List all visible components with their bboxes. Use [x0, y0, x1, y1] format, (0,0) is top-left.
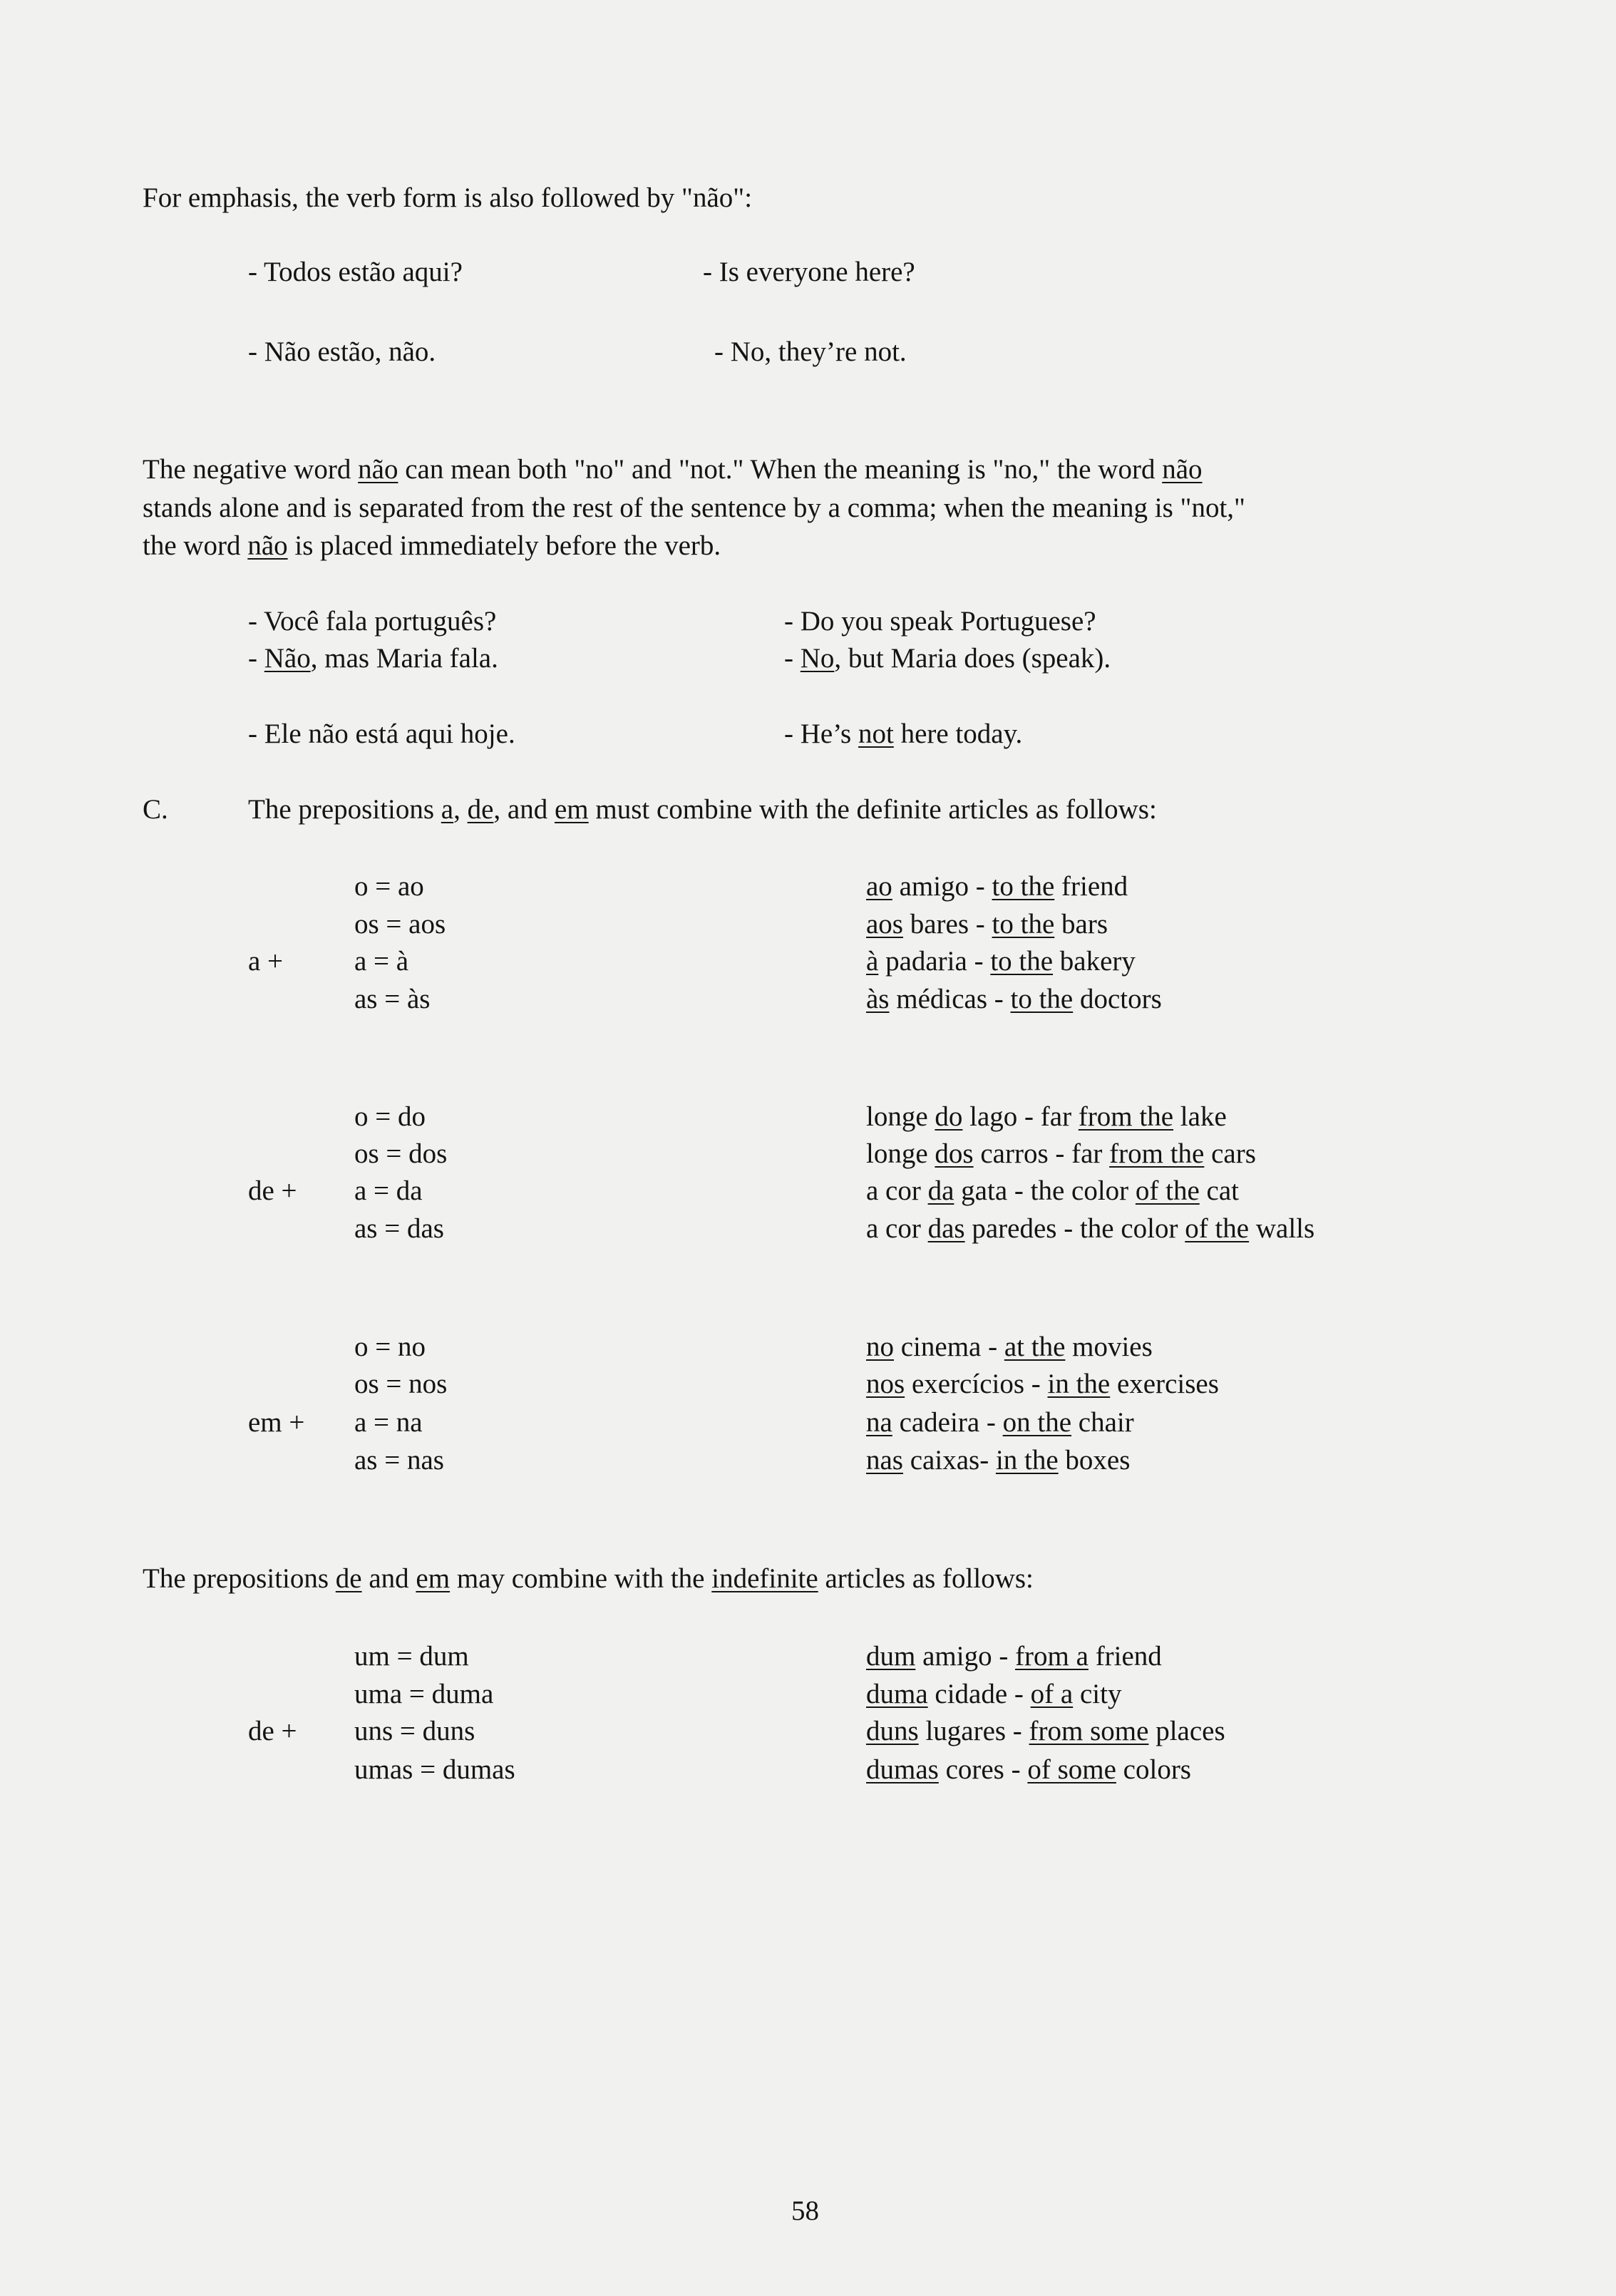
- preposition-label: de +: [248, 1175, 297, 1206]
- contraction-form: os = aos: [354, 909, 446, 939]
- contraction-example: nas caixas- in the boxes: [866, 1445, 1131, 1476]
- contraction-example: aos bares - to the bars: [866, 909, 1108, 939]
- contraction-example: à padaria - to the bakery: [866, 946, 1136, 977]
- contraction-form: as = às: [354, 984, 431, 1014]
- preposition-label: de +: [248, 1716, 297, 1746]
- contraction-example: na cadeira - on the chair: [866, 1407, 1134, 1438]
- contraction-form: o = no: [354, 1332, 426, 1362]
- contraction-example: a cor da gata - the color of the cat: [866, 1175, 1240, 1206]
- contraction-form: o = ao: [354, 871, 424, 902]
- indefinite-heading: The prepositions de and em may combine with the indefinite articles as follows:: [143, 1563, 1034, 1594]
- contraction-example: no cinema - at the movies: [866, 1332, 1153, 1362]
- section-heading: The prepositions a, de, and em must combine with the definite articles as follows:: [248, 794, 1157, 825]
- contraction-example: às médicas - to the doctors: [866, 984, 1162, 1014]
- contraction-form: as = nas: [354, 1445, 444, 1476]
- preposition-label: a +: [248, 946, 284, 977]
- contraction-form: a = da: [354, 1175, 423, 1206]
- negative-paragraph-line2: stands alone and is separated from the rest of the sentence by a comma; when the meaning is "not,": [143, 493, 1245, 523]
- preposition-label: em +: [248, 1407, 305, 1438]
- contraction-form: os = nos: [354, 1369, 448, 1399]
- contraction-form: a = na: [354, 1407, 423, 1438]
- contraction-form: umas = dumas: [354, 1754, 515, 1785]
- contraction-example: dum amigo - from a friend: [866, 1641, 1162, 1672]
- contraction-form: um = dum: [354, 1641, 469, 1672]
- example-en: - No, but Maria does (speak).: [784, 643, 1111, 674]
- contraction-example: dumas cores - of some colors: [866, 1754, 1191, 1785]
- example-pt: - Você fala português?: [248, 606, 497, 637]
- contraction-form: os = dos: [354, 1138, 448, 1169]
- contraction-example: longe do lago - far from the lake: [866, 1101, 1227, 1132]
- contraction-form: uns = duns: [354, 1716, 475, 1746]
- contraction-form: a = à: [354, 946, 409, 977]
- example-pt: - Não, mas Maria fala.: [248, 643, 498, 674]
- example-en: - He’s not here today.: [784, 719, 1023, 749]
- example-pt: - Ele não está aqui hoje.: [248, 719, 515, 749]
- example-en: - Is everyone here?: [703, 257, 915, 287]
- contraction-example: a cor das paredes - the color of the walls: [866, 1213, 1315, 1244]
- example-en: - Do you speak Portuguese?: [784, 606, 1096, 637]
- section-letter: C.: [143, 794, 168, 825]
- negative-paragraph-line1: The negative word não can mean both "no" and "not." When the meaning is "no," the word não: [143, 454, 1203, 485]
- example-pt: - Todos estão aqui?: [248, 257, 463, 287]
- contraction-example: duns lugares - from some places: [866, 1716, 1225, 1746]
- example-en: - No, they’re not.: [714, 336, 907, 367]
- page-number: 58: [791, 2195, 819, 2226]
- contraction-form: o = do: [354, 1101, 426, 1132]
- contraction-form: uma = duma: [354, 1679, 494, 1709]
- contraction-example: duma cidade - of a city: [866, 1679, 1122, 1709]
- contraction-form: as = das: [354, 1213, 444, 1244]
- negative-paragraph-line3: the word não is placed immediately before the verb.: [143, 530, 721, 561]
- example-pt: - Não estão, não.: [248, 336, 436, 367]
- contraction-example: longe dos carros - far from the cars: [866, 1138, 1256, 1169]
- contraction-example: ao amigo - to the friend: [866, 871, 1128, 902]
- contraction-example: nos exercícios - in the exercises: [866, 1369, 1219, 1399]
- emphasis-intro: For emphasis, the verb form is also followed by "não":: [143, 182, 753, 213]
